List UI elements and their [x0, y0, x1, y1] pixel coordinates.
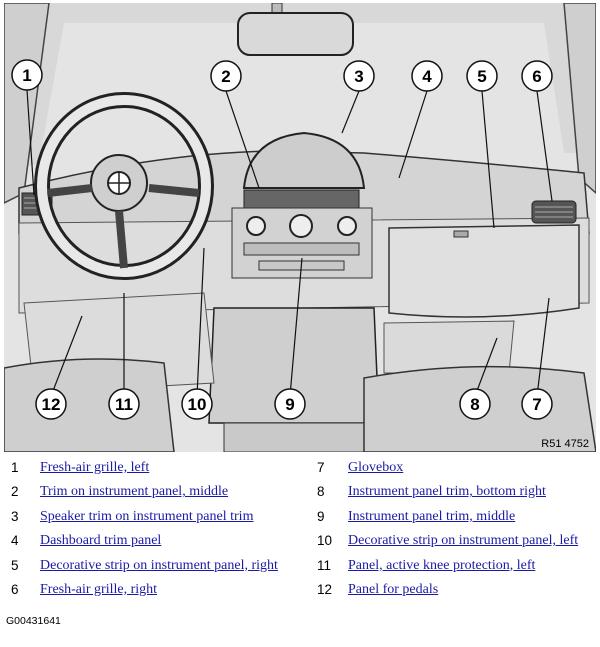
- legend-number: 7: [317, 460, 325, 475]
- image-id: G00431641: [6, 615, 61, 627]
- legend-link-trim-instrument-panel-middle[interactable]: Trim on instrument panel, middle: [40, 484, 229, 500]
- callout-2: [211, 61, 241, 91]
- legend-link-knee-protection-panel[interactable]: Panel, active knee protection, left: [348, 557, 536, 573]
- legend-link-instrument-panel-trim-middle[interactable]: Instrument panel trim, middle: [348, 508, 516, 524]
- svg-text:1: 1: [22, 66, 32, 85]
- callout-8: [460, 389, 490, 419]
- left-seat: [4, 359, 174, 452]
- svg-text:5: 5: [477, 67, 487, 86]
- legend-link-panel-for-pedals[interactable]: Panel for pedals: [348, 581, 439, 597]
- callout-4: [412, 61, 442, 91]
- callout-6: [522, 61, 552, 91]
- legend-number: 11: [317, 557, 332, 573]
- glovebox: [389, 225, 579, 317]
- svg-text:7: 7: [532, 395, 542, 414]
- figure-code: R51 4752: [541, 438, 589, 450]
- callout-5: [467, 61, 497, 91]
- legend-link-decorative-strip-left[interactable]: Decorative strip on instrument panel, left: [348, 533, 579, 549]
- svg-text:8: 8: [470, 395, 480, 414]
- legend-link-instrument-panel-trim-bottom-right[interactable]: Instrument panel trim, bottom right: [348, 484, 546, 500]
- center-controls: [232, 208, 372, 278]
- svg-text:2: 2: [221, 67, 231, 86]
- svg-text:9: 9: [285, 395, 295, 414]
- legend-link-glovebox[interactable]: Glovebox: [348, 460, 404, 475]
- legend-number: 1: [11, 460, 19, 475]
- legend-number: 2: [11, 484, 19, 500]
- legend-number: 6: [11, 581, 19, 597]
- legend-link-fresh-air-grille-right[interactable]: Fresh-air grille, right: [40, 581, 158, 597]
- legend-number: 8: [317, 484, 325, 500]
- legend-number: 4: [11, 533, 19, 549]
- dashboard-illustration: [4, 3, 596, 452]
- callout-1: [12, 60, 42, 90]
- legend-link-decorative-strip-right[interactable]: Decorative strip on instrument panel, right: [40, 557, 278, 573]
- right-vent: [532, 201, 576, 223]
- legend-number: 10: [317, 533, 333, 549]
- legend-link-fresh-air-grille-left[interactable]: Fresh-air grille, left: [40, 460, 150, 475]
- callout-11: [109, 389, 139, 419]
- callout-12: [36, 389, 66, 419]
- legend-number: 9: [317, 508, 325, 524]
- callout-9: [275, 389, 305, 419]
- callout-3: [344, 61, 374, 91]
- legend-link-speaker-trim[interactable]: Speaker trim on instrument panel trim: [40, 508, 254, 524]
- svg-text:12: 12: [41, 395, 61, 414]
- callout-10: [182, 389, 212, 419]
- legend-number: 5: [11, 557, 19, 573]
- legend-number: 3: [11, 508, 19, 524]
- svg-text:4: 4: [422, 67, 432, 86]
- svg-text:3: 3: [354, 67, 364, 86]
- legend-link-dashboard-trim-panel[interactable]: Dashboard trim panel: [40, 533, 162, 549]
- callout-7: [522, 389, 552, 419]
- legend-number: 12: [317, 581, 333, 597]
- svg-text:6: 6: [532, 67, 542, 86]
- svg-text:11: 11: [115, 395, 133, 414]
- svg-text:10: 10: [187, 395, 207, 414]
